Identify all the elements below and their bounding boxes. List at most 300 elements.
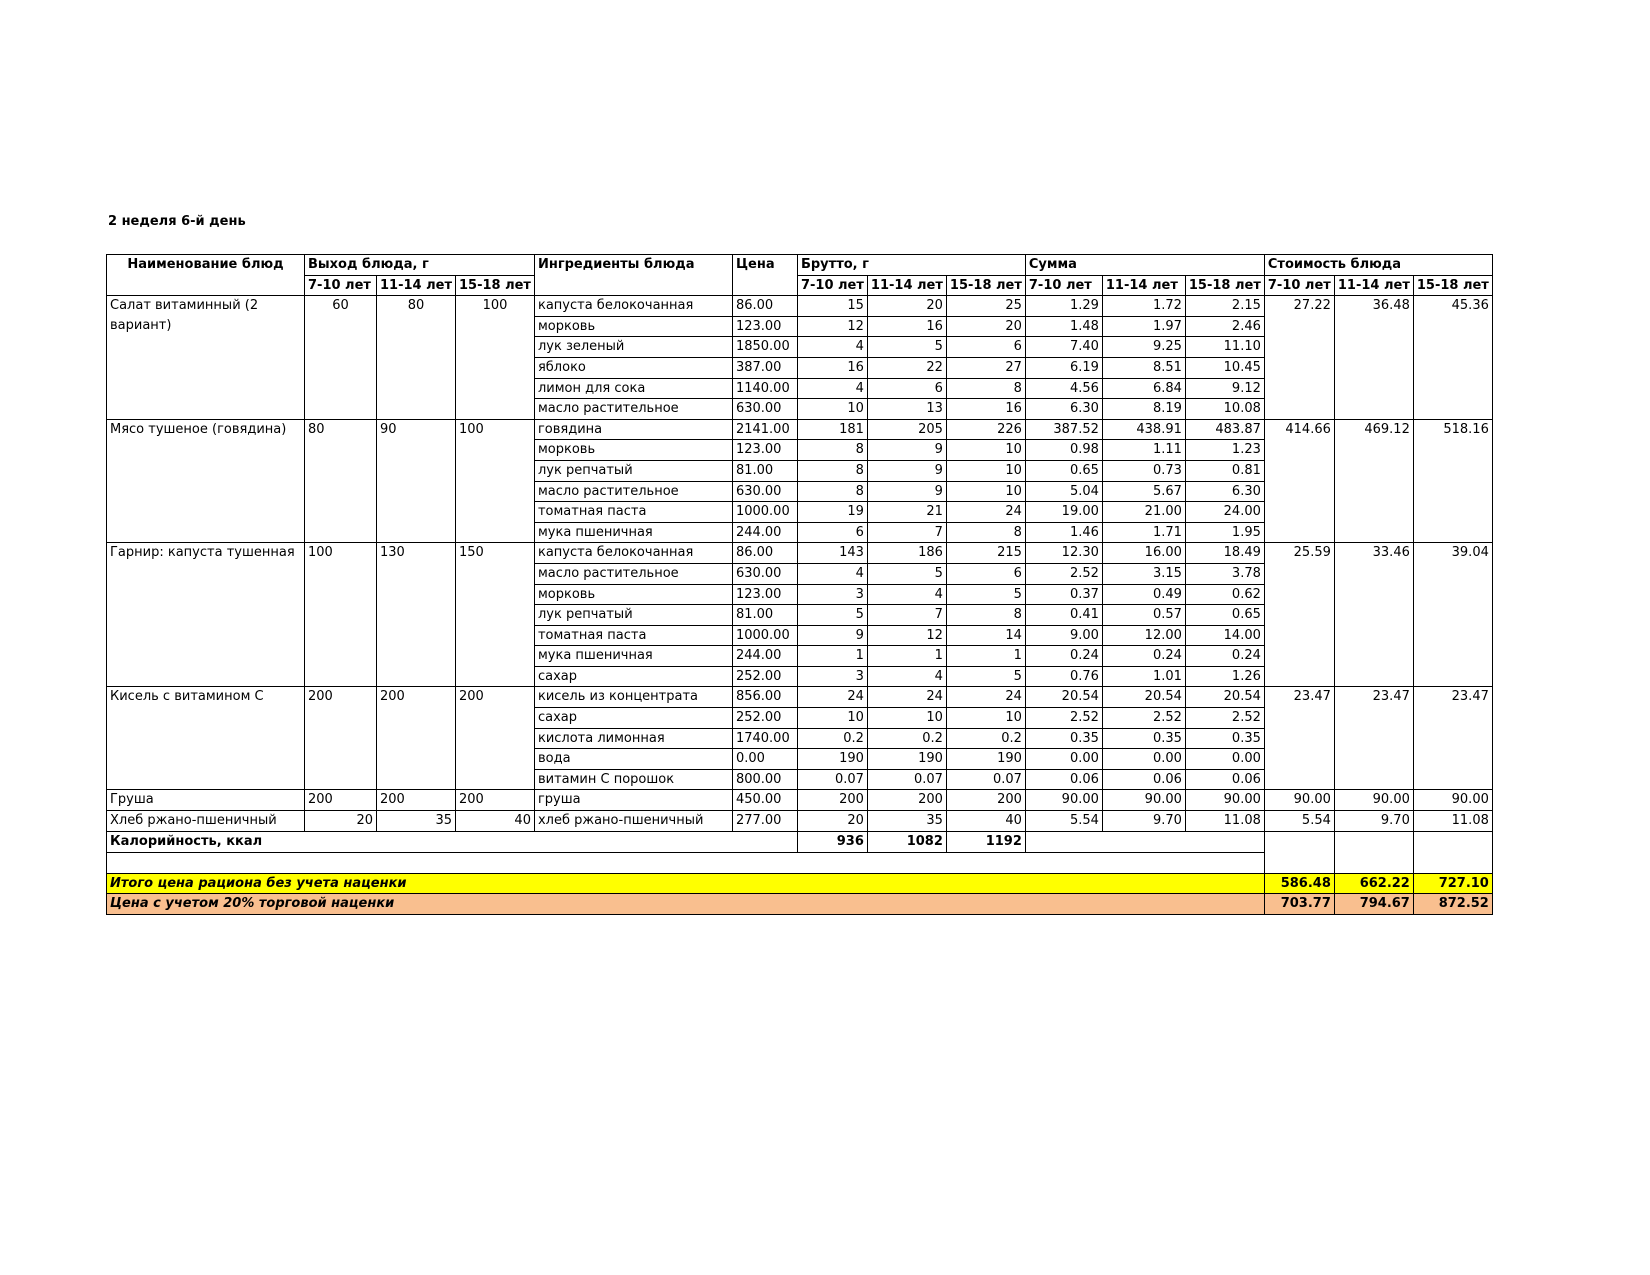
ingredient-name: морковь [534, 584, 732, 605]
ingredient-gross: 10 [867, 708, 946, 729]
ingredient-gross: 143 [797, 543, 867, 564]
ingredient-gross: 13 [867, 399, 946, 420]
header-price-cont [732, 275, 797, 296]
ingredient-price: 244.00 [732, 522, 797, 543]
ingredient-sum: 5.54 [1025, 811, 1102, 832]
age-header: 11-14 лет [1102, 275, 1185, 296]
ingredient-gross: 5 [946, 584, 1025, 605]
dish-cost: 518.16 [1413, 419, 1492, 543]
ingredient-sum: 1.46 [1025, 522, 1102, 543]
table-row [107, 811, 1493, 832]
ingredient-gross: 190 [867, 749, 946, 770]
ingredient-sum: 0.73 [1102, 460, 1185, 481]
ingredient-sum: 0.65 [1185, 605, 1264, 626]
ingredient-gross: 1 [946, 646, 1025, 667]
menu-cost-table [106, 254, 1493, 915]
ingredient-sum: 24.00 [1185, 502, 1264, 523]
header-sum: Сумма [1025, 255, 1264, 276]
age-header: 7-10 лет [1025, 275, 1102, 296]
ingredient-sum: 90.00 [1025, 790, 1102, 811]
ingredient-gross: 10 [946, 440, 1025, 461]
age-header: 7-10 лет [305, 275, 377, 296]
ingredient-sum: 5.04 [1025, 481, 1102, 502]
header-name-cont [107, 275, 305, 296]
calories-value: 1082 [867, 832, 946, 853]
ingredient-sum: 0.06 [1185, 769, 1264, 790]
ingredient-gross: 0.07 [797, 769, 867, 790]
ingredient-name: масло растительное [534, 563, 732, 584]
ingredient-gross: 16 [797, 357, 867, 378]
ingredient-gross: 10 [797, 708, 867, 729]
ingredient-gross: 6 [946, 563, 1025, 584]
dish-cost: 36.48 [1334, 296, 1413, 420]
ingredient-sum: 1.71 [1102, 522, 1185, 543]
ingredient-name: сахар [534, 666, 732, 687]
dish-yield: 200 [377, 687, 456, 790]
empty-cell [1413, 832, 1492, 853]
ingredient-gross: 24 [867, 687, 946, 708]
ingredient-gross: 205 [867, 419, 946, 440]
ingredient-sum: 0.24 [1025, 646, 1102, 667]
ingredient-price: 1140.00 [732, 378, 797, 399]
ingredient-name: кисель из концентрата [534, 687, 732, 708]
ingredient-name: яблоко [534, 357, 732, 378]
ingredient-sum: 6.30 [1185, 481, 1264, 502]
ingredient-gross: 20 [867, 296, 946, 317]
ingredient-gross: 21 [867, 502, 946, 523]
dish-yield: 200 [455, 790, 534, 811]
ingredient-price: 0.00 [732, 749, 797, 770]
ingredient-price: 123.00 [732, 584, 797, 605]
ingredient-gross: 0.2 [867, 728, 946, 749]
ingredient-gross: 9 [797, 625, 867, 646]
dish-cost: 90.00 [1413, 790, 1492, 811]
ingredient-sum: 1.26 [1185, 666, 1264, 687]
calories-value: 936 [797, 832, 867, 853]
header-ingredients: Ингредиенты блюда [534, 255, 732, 276]
ingredient-sum: 483.87 [1185, 419, 1264, 440]
dish-yield: 200 [305, 790, 377, 811]
ingredient-sum: 6.19 [1025, 357, 1102, 378]
ingredient-name: груша [534, 790, 732, 811]
ingredient-gross: 200 [797, 790, 867, 811]
header-row-2 [107, 275, 1493, 296]
ingredient-gross: 6 [797, 522, 867, 543]
ingredient-sum: 0.49 [1102, 584, 1185, 605]
dish-cost: 90.00 [1334, 790, 1413, 811]
ingredient-price: 630.00 [732, 481, 797, 502]
ingredient-sum: 3.78 [1185, 563, 1264, 584]
ingredient-gross: 24 [797, 687, 867, 708]
ingredient-sum: 3.15 [1102, 563, 1185, 584]
age-header: 11-14 лет [867, 275, 946, 296]
ingredient-sum: 2.52 [1025, 563, 1102, 584]
markup-value: 872.52 [1413, 894, 1492, 915]
ingredient-gross: 0.07 [946, 769, 1025, 790]
dish-yield: 90 [377, 419, 456, 543]
ingredient-price: 86.00 [732, 543, 797, 564]
dish-yield: 60 [305, 296, 377, 420]
ingredient-name: вода [534, 749, 732, 770]
age-header: 15-18 лет [946, 275, 1025, 296]
ingredient-gross: 0.2 [946, 728, 1025, 749]
ingredient-gross: 3 [797, 584, 867, 605]
ingredient-name: лук репчатый [534, 460, 732, 481]
header-ingredients-cont [534, 275, 732, 296]
dish-cost: 33.46 [1334, 543, 1413, 687]
calories-value: 1192 [946, 832, 1025, 853]
spacer-row [107, 853, 1493, 874]
ingredient-sum: 10.45 [1185, 357, 1264, 378]
ingredient-gross: 6 [867, 378, 946, 399]
ingredient-sum: 0.35 [1025, 728, 1102, 749]
ingredient-gross: 1 [867, 646, 946, 667]
ingredient-sum: 18.49 [1185, 543, 1264, 564]
ingredient-sum: 1.72 [1102, 296, 1185, 317]
dish-cost: 414.66 [1264, 419, 1334, 543]
ingredient-sum: 0.35 [1102, 728, 1185, 749]
header-yield: Выход блюда, г [305, 255, 535, 276]
ingredient-name: лук зеленый [534, 337, 732, 358]
ingredient-gross: 0.2 [797, 728, 867, 749]
ingredient-gross: 0.07 [867, 769, 946, 790]
ingredient-sum: 0.65 [1025, 460, 1102, 481]
ingredient-sum: 9.12 [1185, 378, 1264, 399]
ingredient-sum: 1.97 [1102, 316, 1185, 337]
header-price: Цена [732, 255, 797, 276]
ingredient-gross: 9 [867, 440, 946, 461]
age-header: 7-10 лет [797, 275, 867, 296]
ingredient-sum: 12.00 [1102, 625, 1185, 646]
total-row [107, 873, 1493, 894]
ingredient-price: 630.00 [732, 563, 797, 584]
dish-cost: 23.47 [1334, 687, 1413, 790]
ingredient-sum: 2.52 [1185, 708, 1264, 729]
ingredient-name: кислота лимонная [534, 728, 732, 749]
ingredient-sum: 90.00 [1185, 790, 1264, 811]
dish-name: Салат витаминный (2 вариант) [107, 296, 305, 420]
ingredient-gross: 4 [797, 337, 867, 358]
ingredient-gross: 186 [867, 543, 946, 564]
ingredient-sum: 20.54 [1025, 687, 1102, 708]
total-label: Итого цена рациона без учета наценки [107, 873, 1265, 894]
ingredient-gross: 16 [867, 316, 946, 337]
total-value: 586.48 [1264, 873, 1334, 894]
table-row [107, 419, 1493, 440]
dish-yield: 200 [455, 687, 534, 790]
table-row [107, 687, 1493, 708]
ingredient-price: 252.00 [732, 708, 797, 729]
dish-yield: 200 [305, 687, 377, 790]
ingredient-name: масло растительное [534, 481, 732, 502]
ingredient-gross: 8 [946, 378, 1025, 399]
ingredient-sum: 11.10 [1185, 337, 1264, 358]
ingredient-name: капуста белокочанная [534, 543, 732, 564]
empty-cell [1413, 853, 1492, 874]
ingredient-gross: 8 [946, 605, 1025, 626]
ingredient-gross: 12 [867, 625, 946, 646]
ingredient-sum: 0.06 [1102, 769, 1185, 790]
header-row-1 [107, 255, 1493, 276]
dish-cost: 90.00 [1264, 790, 1334, 811]
ingredient-gross: 20 [797, 811, 867, 832]
ingredient-price: 1850.00 [732, 337, 797, 358]
ingredient-sum: 4.56 [1025, 378, 1102, 399]
markup-label: Цена с учетом 20% торговой наценки [107, 894, 1265, 915]
ingredient-sum: 6.84 [1102, 378, 1185, 399]
dish-name: Кисель с витамином С [107, 687, 305, 790]
ingredient-gross: 181 [797, 419, 867, 440]
header-name: Наименование блюд [107, 255, 305, 276]
ingredient-gross: 27 [946, 357, 1025, 378]
ingredient-gross: 14 [946, 625, 1025, 646]
dish-yield: 100 [455, 419, 534, 543]
calories-empty [1025, 832, 1264, 853]
ingredient-gross: 10 [946, 708, 1025, 729]
ingredient-sum: 1.95 [1185, 522, 1264, 543]
age-header: 11-14 лет [1334, 275, 1413, 296]
dish-cost: 27.22 [1264, 296, 1334, 420]
table-row [107, 543, 1493, 564]
age-header: 15-18 лет [455, 275, 534, 296]
ingredient-sum: 1.48 [1025, 316, 1102, 337]
ingredient-gross: 5 [867, 563, 946, 584]
ingredient-sum: 0.81 [1185, 460, 1264, 481]
ingredient-sum: 387.52 [1025, 419, 1102, 440]
ingredient-sum: 20.54 [1102, 687, 1185, 708]
ingredient-sum: 16.00 [1102, 543, 1185, 564]
markup-value: 794.67 [1334, 894, 1413, 915]
ingredient-gross: 40 [946, 811, 1025, 832]
ingredient-gross: 24 [946, 502, 1025, 523]
ingredient-sum: 0.06 [1025, 769, 1102, 790]
ingredient-price: 800.00 [732, 769, 797, 790]
dish-yield: 80 [305, 419, 377, 543]
ingredient-sum: 0.24 [1102, 646, 1185, 667]
ingredient-gross: 1 [797, 646, 867, 667]
dish-name: Груша [107, 790, 305, 811]
ingredient-sum: 0.76 [1025, 666, 1102, 687]
ingredient-price: 450.00 [732, 790, 797, 811]
spacer-cell [107, 853, 1265, 874]
age-header: 15-18 лет [1413, 275, 1492, 296]
ingredient-sum: 9.25 [1102, 337, 1185, 358]
ingredient-sum: 19.00 [1025, 502, 1102, 523]
calories-row [107, 832, 1493, 853]
ingredient-name: лук репчатый [534, 605, 732, 626]
ingredient-gross: 7 [867, 522, 946, 543]
ingredient-sum: 8.51 [1102, 357, 1185, 378]
ingredient-price: 86.00 [732, 296, 797, 317]
ingredient-gross: 15 [797, 296, 867, 317]
ingredient-gross: 20 [946, 316, 1025, 337]
ingredient-sum: 90.00 [1102, 790, 1185, 811]
ingredient-name: говядина [534, 419, 732, 440]
ingredient-gross: 5 [867, 337, 946, 358]
empty-cell [1334, 853, 1413, 874]
ingredient-gross: 9 [867, 460, 946, 481]
ingredient-gross: 5 [797, 605, 867, 626]
dish-name: Хлеб ржано-пшеничный [107, 811, 305, 832]
dish-cost: 23.47 [1413, 687, 1492, 790]
ingredient-price: 630.00 [732, 399, 797, 420]
dish-yield: 20 [305, 811, 377, 832]
ingredient-price: 1740.00 [732, 728, 797, 749]
dish-cost: 23.47 [1264, 687, 1334, 790]
ingredient-price: 2141.00 [732, 419, 797, 440]
ingredient-price: 1000.00 [732, 625, 797, 646]
ingredient-name: лимон для сока [534, 378, 732, 399]
ingredient-sum: 10.08 [1185, 399, 1264, 420]
ingredient-name: мука пшеничная [534, 522, 732, 543]
ingredient-name: хлеб ржано-пшеничный [534, 811, 732, 832]
ingredient-gross: 10 [946, 481, 1025, 502]
ingredient-price: 123.00 [732, 440, 797, 461]
age-header: 15-18 лет [1185, 275, 1264, 296]
ingredient-gross: 200 [946, 790, 1025, 811]
ingredient-gross: 10 [797, 399, 867, 420]
ingredient-price: 856.00 [732, 687, 797, 708]
ingredient-gross: 215 [946, 543, 1025, 564]
ingredient-gross: 8 [797, 440, 867, 461]
ingredient-sum: 438.91 [1102, 419, 1185, 440]
ingredient-gross: 8 [946, 522, 1025, 543]
dish-yield: 100 [455, 296, 534, 420]
dish-yield: 200 [377, 790, 456, 811]
ingredient-gross: 4 [867, 584, 946, 605]
dish-cost: 25.59 [1264, 543, 1334, 687]
ingredient-name: морковь [534, 440, 732, 461]
age-header: 11-14 лет [377, 275, 456, 296]
table-row [107, 296, 1493, 317]
markup-value: 703.77 [1264, 894, 1334, 915]
total-value: 662.22 [1334, 873, 1413, 894]
ingredient-gross: 8 [797, 481, 867, 502]
ingredient-name: морковь [534, 316, 732, 337]
ingredient-sum: 2.52 [1102, 708, 1185, 729]
dish-yield: 150 [455, 543, 534, 687]
ingredient-gross: 35 [867, 811, 946, 832]
header-cost: Стоимость блюда [1264, 255, 1492, 276]
dish-yield: 100 [305, 543, 377, 687]
markup-row [107, 894, 1493, 915]
ingredient-sum: 0.41 [1025, 605, 1102, 626]
dish-cost: 9.70 [1334, 811, 1413, 832]
ingredient-price: 81.00 [732, 460, 797, 481]
table-row [107, 790, 1493, 811]
ingredient-gross: 24 [946, 687, 1025, 708]
ingredient-price: 277.00 [732, 811, 797, 832]
ingredient-sum: 1.11 [1102, 440, 1185, 461]
ingredient-sum: 0.37 [1025, 584, 1102, 605]
ingredient-gross: 190 [797, 749, 867, 770]
ingredient-gross: 22 [867, 357, 946, 378]
dish-name: Гарнир: капуста тушенная [107, 543, 305, 687]
ingredient-gross: 7 [867, 605, 946, 626]
ingredient-gross: 19 [797, 502, 867, 523]
dish-yield: 35 [377, 811, 456, 832]
ingredient-gross: 4 [797, 378, 867, 399]
dish-cost: 5.54 [1264, 811, 1334, 832]
ingredient-sum: 0.57 [1102, 605, 1185, 626]
ingredient-sum: 2.15 [1185, 296, 1264, 317]
document-title: 2 неделя 6-й день [108, 214, 246, 229]
ingredient-price: 252.00 [732, 666, 797, 687]
ingredient-sum: 7.40 [1025, 337, 1102, 358]
empty-cell [1334, 832, 1413, 853]
ingredient-sum: 0.98 [1025, 440, 1102, 461]
ingredient-sum: 0.00 [1102, 749, 1185, 770]
ingredient-sum: 0.35 [1185, 728, 1264, 749]
ingredient-sum: 8.19 [1102, 399, 1185, 420]
ingredient-price: 1000.00 [732, 502, 797, 523]
ingredient-name: томатная паста [534, 625, 732, 646]
dish-yield: 130 [377, 543, 456, 687]
ingredient-gross: 200 [867, 790, 946, 811]
ingredient-price: 244.00 [732, 646, 797, 667]
ingredient-gross: 9 [867, 481, 946, 502]
ingredient-price: 387.00 [732, 357, 797, 378]
ingredient-sum: 0.00 [1185, 749, 1264, 770]
calories-label: Калорийность, ккал [107, 832, 798, 853]
ingredient-sum: 9.00 [1025, 625, 1102, 646]
ingredient-gross: 190 [946, 749, 1025, 770]
dish-cost: 469.12 [1334, 419, 1413, 543]
age-header: 7-10 лет [1264, 275, 1334, 296]
ingredient-sum: 1.29 [1025, 296, 1102, 317]
ingredient-gross: 226 [946, 419, 1025, 440]
ingredient-sum: 21.00 [1102, 502, 1185, 523]
ingredient-gross: 8 [797, 460, 867, 481]
ingredient-name: капуста белокочанная [534, 296, 732, 317]
ingredient-gross: 4 [797, 563, 867, 584]
ingredient-gross: 10 [946, 460, 1025, 481]
empty-cell [1264, 832, 1334, 853]
ingredient-sum: 20.54 [1185, 687, 1264, 708]
ingredient-name: сахар [534, 708, 732, 729]
ingredient-sum: 0.62 [1185, 584, 1264, 605]
empty-cell [1264, 853, 1334, 874]
ingredient-sum: 5.67 [1102, 481, 1185, 502]
ingredient-sum: 11.08 [1185, 811, 1264, 832]
ingredient-gross: 4 [867, 666, 946, 687]
dish-yield: 40 [455, 811, 534, 832]
ingredient-sum: 1.23 [1185, 440, 1264, 461]
ingredient-gross: 6 [946, 337, 1025, 358]
ingredient-price: 81.00 [732, 605, 797, 626]
ingredient-gross: 5 [946, 666, 1025, 687]
ingredient-name: масло растительное [534, 399, 732, 420]
ingredient-name: мука пшеничная [534, 646, 732, 667]
ingredient-gross: 25 [946, 296, 1025, 317]
ingredient-sum: 2.46 [1185, 316, 1264, 337]
ingredient-name: витамин С порошок [534, 769, 732, 790]
ingredient-sum: 0.24 [1185, 646, 1264, 667]
dish-cost: 11.08 [1413, 811, 1492, 832]
ingredient-gross: 12 [797, 316, 867, 337]
dish-name: Мясо тушеное (говядина) [107, 419, 305, 543]
ingredient-sum: 2.52 [1025, 708, 1102, 729]
ingredient-sum: 0.00 [1025, 749, 1102, 770]
ingredient-sum: 12.30 [1025, 543, 1102, 564]
dish-yield: 80 [377, 296, 456, 420]
ingredient-sum: 1.01 [1102, 666, 1185, 687]
ingredient-name: томатная паста [534, 502, 732, 523]
ingredient-sum: 14.00 [1185, 625, 1264, 646]
ingredient-sum: 6.30 [1025, 399, 1102, 420]
ingredient-price: 123.00 [732, 316, 797, 337]
header-gross: Брутто, г [797, 255, 1025, 276]
